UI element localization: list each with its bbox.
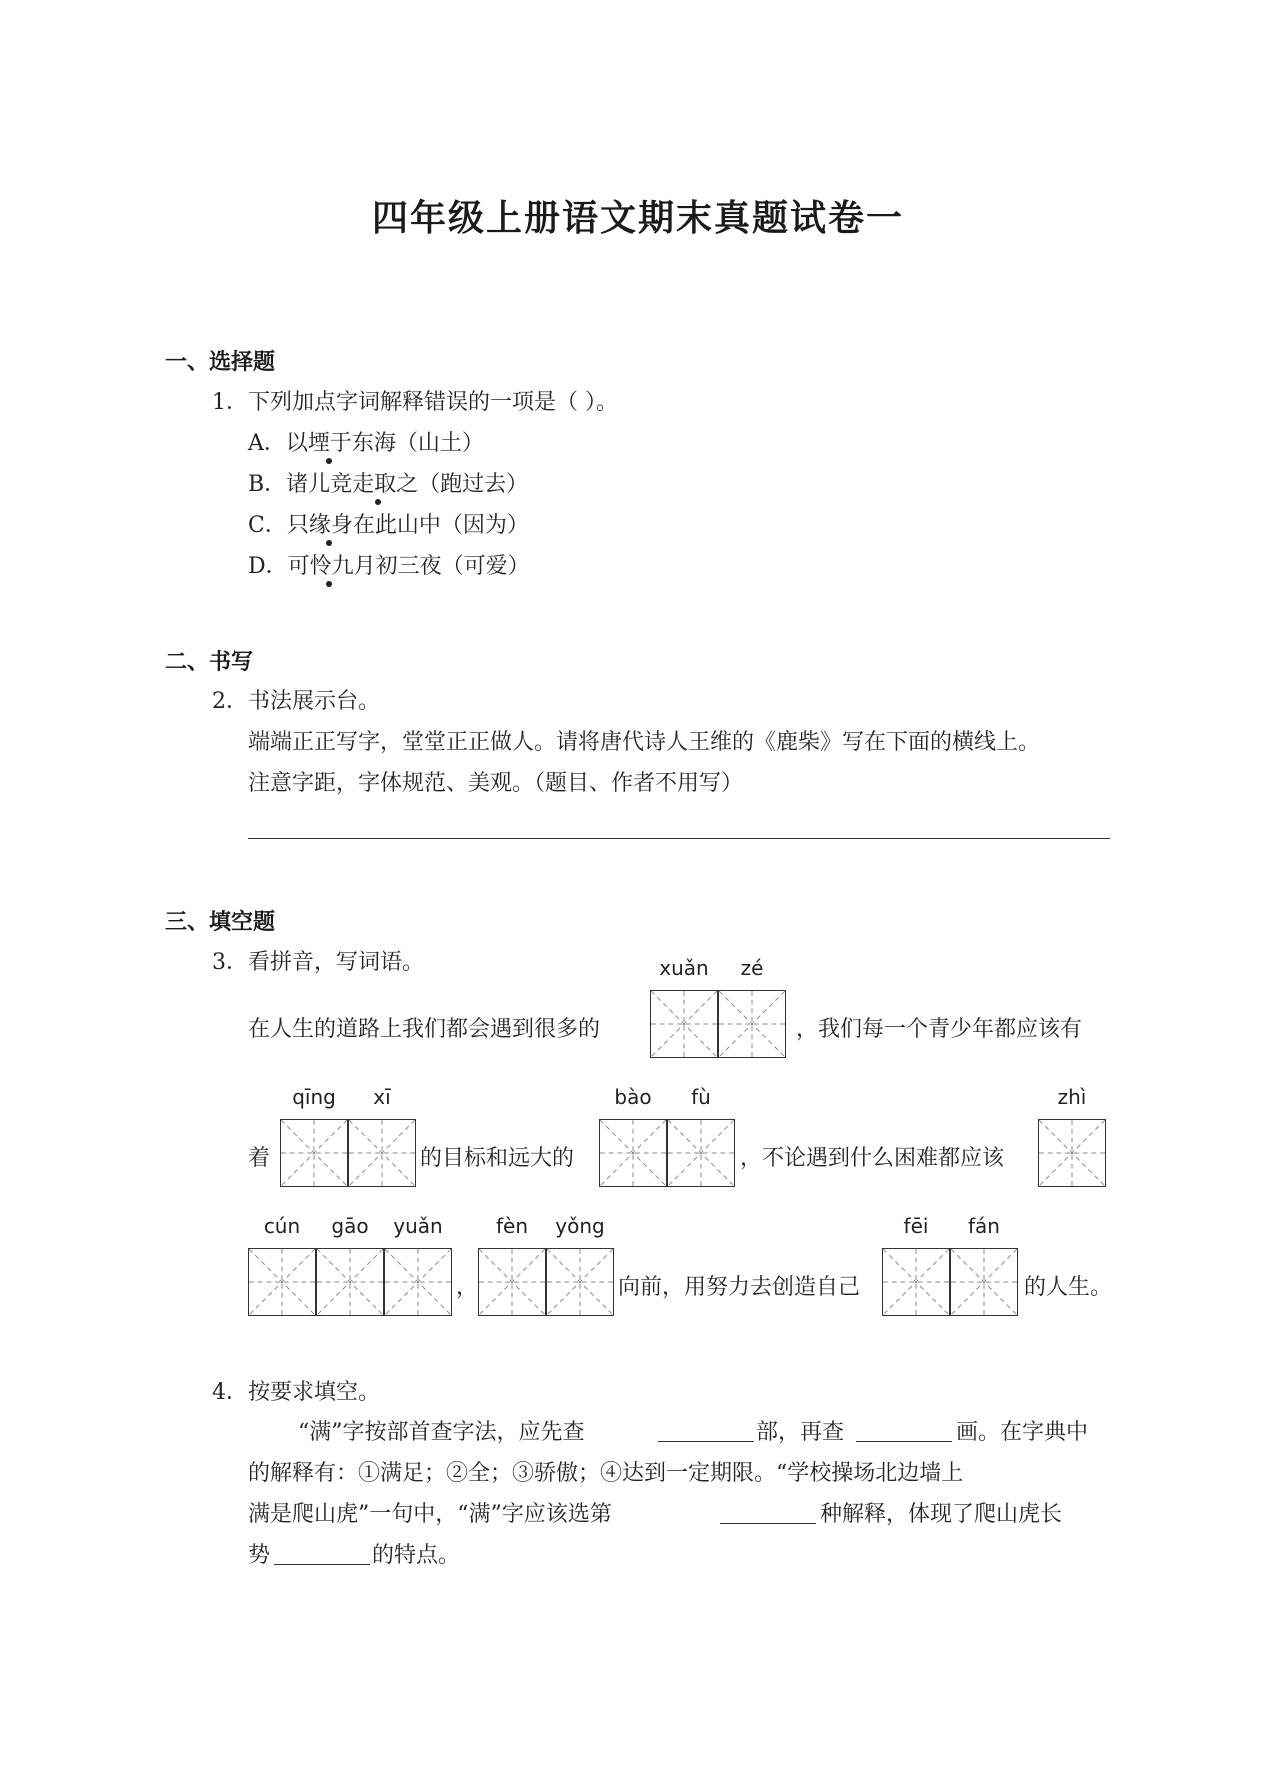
grid-guide-lines [883,1249,949,1315]
sentence-text: 着 [248,1146,271,1171]
grid-guide-lines [479,1249,545,1315]
question-1-option-a [248,426,484,457]
page-title: 四年级上册语文期末真题试卷一 [371,198,904,239]
q4-text: 画。在字典中 [956,1420,1089,1445]
q4-text: 的特点。 [372,1543,461,1568]
writing-grid-box[interactable] [384,1248,452,1316]
pinyin-label: qīng [292,1085,336,1109]
question-4-stem: 4．按要求填空。 [212,1380,380,1405]
question-1-option-b [248,467,528,498]
option-text: 诸儿竞走取之（跑过去） [286,472,529,497]
option-letter: D． [248,554,288,579]
grid-guide-lines [385,1249,451,1315]
pinyin-label: fù [691,1085,711,1109]
writing-grid-box[interactable] [667,1119,735,1187]
option-letter: B． [248,472,287,497]
emphasis-dot [326,540,332,546]
sentence-text: 的人生。 [1024,1275,1113,1300]
writing-grid-box[interactable] [882,1248,950,1316]
pinyin-label: fèn [495,1214,529,1238]
question-1-option-d [248,549,530,580]
sentence-text: ，不论遇到什么困难都应该 [740,1146,1005,1171]
q4-text: 部，再查 [756,1420,845,1445]
pinyin-label: fēi [903,1214,929,1238]
sentence-text: ，我们每一个青少年都应该有 [796,1017,1083,1042]
writing-grid-box[interactable] [950,1248,1018,1316]
grid-guide-lines [317,1249,383,1315]
sentence-text: 向前，用努力去创造自己 [618,1275,861,1300]
writing-grid-box[interactable] [718,990,786,1058]
grid-guide-lines [951,1249,1017,1315]
q4-text: 种解释，体现了爬山虎长 [820,1502,1063,1527]
q4-text: 满是爬山虎”一句中，“满”字应该选第 [248,1502,612,1527]
writing-grid-box[interactable] [599,1119,667,1187]
option-text: 可怜九月初三夜（可爱） [287,554,530,579]
pinyin-label: cún [263,1214,301,1238]
pinyin-label: bào [614,1085,652,1109]
section-heading-writing: 二、书写 [165,650,254,675]
section-heading-choice: 一、选择题 [165,350,276,375]
writing-grid-box[interactable] [348,1119,416,1187]
grid-guide-lines [249,1249,315,1315]
emphasis-dot [326,458,332,464]
grid-guide-lines [719,991,785,1057]
option-text: 以堙于东海（山土） [285,431,484,456]
grid-guide-lines [651,991,717,1057]
grid-guide-lines [600,1120,666,1186]
q4-text: 的解释有：①满足；②全；③骄傲；④达到一定期限。“学校操场北边墙上 [248,1461,964,1486]
grid-guide-lines [349,1120,415,1186]
pinyin-label: fán [968,1214,1000,1238]
grid-guide-lines [1039,1120,1105,1186]
question-2-instruction: 端端正正写字，堂堂正正做人。请将唐代诗人王维的《鹿柴》写在下面的横线上。 [248,730,1041,755]
sentence-text: 的目标和远大的 [420,1146,575,1171]
grid-guide-lines [281,1120,347,1186]
question-1-option-c [248,508,529,539]
pinyin-label: xuǎn [659,956,709,980]
writing-grid-box[interactable] [546,1248,614,1316]
writing-grid-box[interactable] [1038,1119,1106,1187]
emphasis-dot [326,581,332,587]
option-letter: C． [248,513,287,538]
grid-guide-lines [547,1249,613,1315]
section-heading-fill: 三、填空题 [165,910,276,935]
answer-blank[interactable] [720,1523,816,1524]
answer-blank[interactable] [856,1441,952,1442]
sentence-text: 在人生的道路上我们都会遇到很多的 [248,1017,601,1042]
writing-grid-box[interactable] [280,1119,348,1187]
emphasis-dot [375,499,381,505]
question-1-stem: 1．下列加点字词解释错误的一项是（ ）。 [212,390,618,415]
writing-line[interactable] [248,838,1110,839]
writing-grid-box[interactable] [316,1248,384,1316]
writing-grid-box[interactable] [650,990,718,1058]
option-text: 只缘身在此山中（因为） [286,513,529,538]
writing-grid-box[interactable] [478,1248,546,1316]
question-3-stem: 3．看拼音，写词语。 [212,950,424,975]
answer-blank[interactable] [274,1564,370,1565]
q4-text: “满”字按部首查字法，应先查 [298,1420,585,1445]
question-2-stem: 2．书法展示台。 [212,689,380,714]
sentence-text: ， [456,1275,479,1300]
pinyin-label: gāo [331,1214,369,1238]
grid-guide-lines [668,1120,734,1186]
option-letter: A． [248,431,286,456]
question-2-instruction-2: 注意字距，字体规范、美观。（题目、作者不用写） [248,771,744,796]
writing-grid-box[interactable] [248,1248,316,1316]
q4-text: 势 [248,1543,271,1568]
pinyin-label: yuǎn [393,1214,443,1238]
pinyin-label: xī [373,1085,391,1109]
answer-blank[interactable] [658,1441,754,1442]
pinyin-label: zhì [1057,1085,1087,1109]
pinyin-label: yǒng [555,1214,605,1238]
pinyin-label: zé [740,956,764,980]
